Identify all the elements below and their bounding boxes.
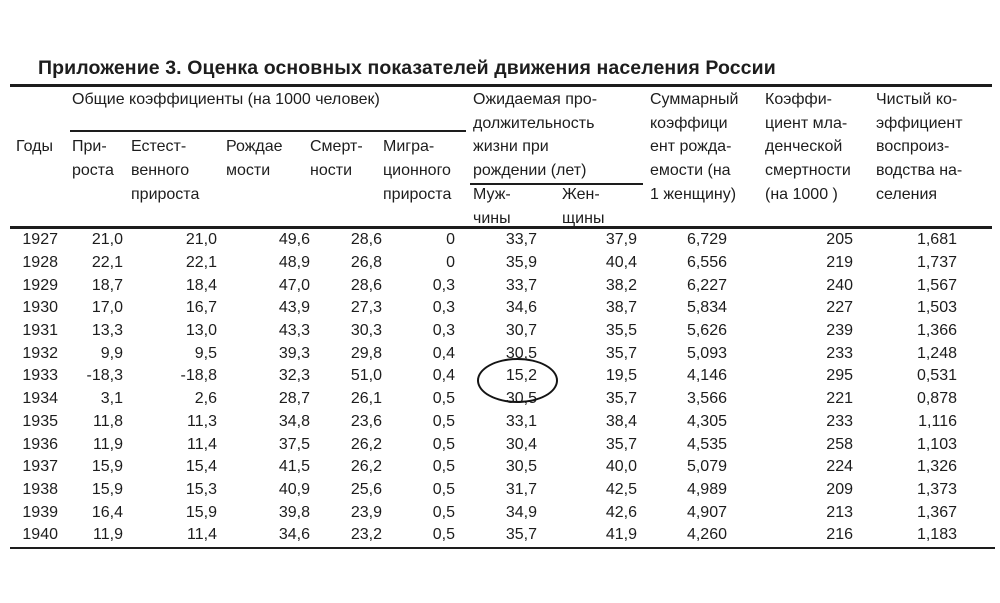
value-cell: 26,8 <box>350 254 382 272</box>
value-cell: 4,535 <box>686 435 727 453</box>
header-line: Смерт- <box>310 138 363 156</box>
value-cell: -18,8 <box>180 367 217 385</box>
value-cell: 4,260 <box>686 526 727 544</box>
value-cell: 41,5 <box>278 458 310 476</box>
value-cell: 43,9 <box>278 299 310 317</box>
value-cell: 23,2 <box>350 526 382 544</box>
value-cell: 4,305 <box>686 412 727 430</box>
header-line: воспроиз- <box>876 138 950 156</box>
column-header-net-reproduction <box>876 88 963 207</box>
value-cell: 0 <box>446 231 455 249</box>
header-line: коэффици <box>650 114 728 132</box>
value-cell: 11,8 <box>93 412 123 430</box>
column-header-infant-mortality <box>765 88 851 207</box>
header-line: Жен- <box>562 185 600 203</box>
value-cell: 0,3 <box>432 322 455 340</box>
value-cell: 1,737 <box>916 254 957 272</box>
year-cell: 1929 <box>22 276 58 294</box>
page-title: Приложение 3. Оценка основных показателей движения населения России <box>38 57 776 79</box>
value-cell: 40,0 <box>605 458 637 476</box>
value-cell: 32,3 <box>278 367 310 385</box>
value-cell: 40,4 <box>605 254 637 272</box>
value-cell: 0 <box>446 254 455 272</box>
value-cell: 1,366 <box>916 322 957 340</box>
value-cell: 1,681 <box>916 231 957 249</box>
value-cell: 239 <box>826 322 853 340</box>
value-cell: 4,989 <box>686 480 727 498</box>
value-cell: 31,7 <box>505 480 537 498</box>
value-cell: 30,5 <box>505 390 537 408</box>
value-cell: 1,248 <box>916 344 957 362</box>
header-line: Естест- <box>131 138 187 156</box>
value-cell: 27,3 <box>350 299 382 317</box>
year-cell: 1932 <box>22 344 58 362</box>
value-cell: 11,9 <box>93 526 123 544</box>
value-cell: 0,3 <box>432 299 455 317</box>
table-row <box>10 252 995 275</box>
column-header-birth-rate <box>226 135 283 182</box>
value-cell: 42,5 <box>605 480 637 498</box>
general-group-underline <box>70 130 466 132</box>
value-cell: 28,6 <box>350 276 382 294</box>
table-row <box>10 433 995 456</box>
value-cell: 38,7 <box>605 299 637 317</box>
header-line: водства на- <box>876 162 963 180</box>
column-header-women <box>562 183 604 230</box>
value-cell: 6,729 <box>686 231 727 249</box>
header-line: рождении (лет) <box>473 162 587 180</box>
value-cell: 22,1 <box>185 254 217 272</box>
header-line: селения <box>876 185 938 203</box>
year-cell: 1939 <box>22 503 58 521</box>
year-cell: 1931 <box>22 322 58 340</box>
value-cell: 209 <box>826 480 853 498</box>
value-cell: 4,146 <box>686 367 727 385</box>
table-row <box>10 342 995 365</box>
value-cell: 48,9 <box>278 254 310 272</box>
value-cell: 35,7 <box>605 435 637 453</box>
value-cell: 38,2 <box>605 276 637 294</box>
value-cell: 47,0 <box>278 276 310 294</box>
header-line: прироста <box>383 185 452 203</box>
value-cell: 37,9 <box>605 231 637 249</box>
value-cell: 41,9 <box>605 526 637 544</box>
value-cell: 0,5 <box>432 412 455 430</box>
column-header-natural-growth <box>131 135 199 206</box>
value-cell: 29,8 <box>350 344 382 362</box>
value-cell: 1,373 <box>916 480 957 498</box>
year-cell: 1930 <box>22 299 58 317</box>
value-cell: 30,4 <box>505 435 537 453</box>
value-cell: 23,6 <box>350 412 382 430</box>
group-header-life-expectancy <box>473 88 597 183</box>
header-line: ности <box>310 162 352 180</box>
value-cell: 30,7 <box>505 322 537 340</box>
value-cell: 213 <box>826 503 853 521</box>
value-cell: 11,9 <box>93 435 123 453</box>
value-cell: 22,1 <box>91 254 123 272</box>
value-cell: 15,9 <box>185 503 217 521</box>
header-line: ент рожда- <box>650 138 732 156</box>
table-row <box>10 501 995 524</box>
value-cell: 295 <box>826 367 853 385</box>
year-cell: 1927 <box>22 231 58 249</box>
value-cell: 221 <box>826 390 853 408</box>
value-cell: 1,326 <box>916 458 957 476</box>
value-cell: 9,5 <box>194 344 217 362</box>
table-row <box>10 297 995 320</box>
value-cell: 0,5 <box>432 503 455 521</box>
value-cell: 49,6 <box>278 231 310 249</box>
value-cell: 15,9 <box>91 458 123 476</box>
value-cell: 11,4 <box>187 435 217 453</box>
value-cell: 38,4 <box>605 412 637 430</box>
value-cell: 240 <box>826 276 853 294</box>
value-cell: 0,5 <box>432 435 455 453</box>
header-line: чины <box>473 209 511 227</box>
header-line: (на 1000 ) <box>765 185 838 203</box>
value-cell: 18,4 <box>185 276 217 294</box>
header-line: щины <box>562 209 605 227</box>
value-cell: 9,9 <box>100 344 123 362</box>
value-cell: 15,4 <box>185 458 217 476</box>
header-line: Рождае <box>226 138 283 156</box>
value-cell: 21,0 <box>91 231 123 249</box>
header-line: Чистый ко- <box>876 91 958 108</box>
table-body <box>10 229 995 547</box>
value-cell: 25,6 <box>350 480 382 498</box>
year-cell: 1934 <box>22 390 58 408</box>
value-cell: 16,4 <box>91 503 123 521</box>
value-cell: 0,5 <box>432 480 455 498</box>
table-row <box>10 456 995 479</box>
year-cell: 1928 <box>22 254 58 272</box>
header-line: Годы <box>16 138 53 156</box>
title-underline <box>10 84 992 87</box>
column-header-total-fertility <box>650 88 738 207</box>
value-cell: 0,4 <box>432 344 455 362</box>
table-bottom-rule <box>10 547 995 549</box>
column-header-years <box>16 135 53 159</box>
year-cell: 1938 <box>22 480 58 498</box>
value-cell: 233 <box>826 344 853 362</box>
column-header-men <box>473 183 511 230</box>
value-cell: 35,7 <box>605 344 637 362</box>
value-cell: 42,6 <box>605 503 637 521</box>
value-cell: 35,5 <box>605 322 637 340</box>
value-cell: 0,5 <box>432 458 455 476</box>
value-cell: 37,5 <box>278 435 310 453</box>
header-line: 1 женщину) <box>650 185 737 203</box>
table-row <box>10 365 995 388</box>
value-cell: 30,3 <box>350 322 382 340</box>
header-line: мости <box>226 162 271 180</box>
table-row <box>10 411 995 434</box>
value-cell: 224 <box>826 458 853 476</box>
header-line: емости (на <box>650 162 731 180</box>
value-cell: 16,7 <box>185 299 217 317</box>
header-line: Коэффи- <box>765 91 832 108</box>
value-cell: 34,9 <box>505 503 537 521</box>
value-cell: 1,567 <box>916 276 957 294</box>
table-row <box>10 229 995 252</box>
header-line: Суммарный <box>650 91 739 108</box>
value-cell: 33,7 <box>505 231 537 249</box>
value-cell: 0,4 <box>432 367 455 385</box>
header-line: Мигра- <box>383 138 435 156</box>
value-cell: 35,7 <box>605 390 637 408</box>
value-cell: 0,5 <box>432 390 455 408</box>
value-cell: 11,3 <box>187 412 217 430</box>
table-row <box>10 388 995 411</box>
value-cell: 13,0 <box>185 322 217 340</box>
value-cell: 2,6 <box>194 390 217 408</box>
value-cell: 227 <box>826 299 853 317</box>
group-header-general-coefficients <box>72 88 380 112</box>
value-cell: 34,8 <box>278 412 310 430</box>
value-cell: 33,7 <box>505 276 537 294</box>
table-row <box>10 479 995 502</box>
value-cell: 39,8 <box>278 503 310 521</box>
value-cell: 258 <box>826 435 853 453</box>
value-cell: 3,566 <box>686 390 727 408</box>
column-header-migration-growth <box>383 135 451 206</box>
header-line: должительность <box>473 114 595 132</box>
value-cell: 21,0 <box>185 231 217 249</box>
header-line: Муж- <box>473 185 511 203</box>
value-cell: 34,6 <box>505 299 537 317</box>
value-cell: -18,3 <box>86 367 123 385</box>
header-line: ционного <box>383 162 451 180</box>
header-line: смертности <box>765 162 851 180</box>
value-cell: 40,9 <box>278 480 310 498</box>
value-cell: 28,6 <box>350 231 382 249</box>
value-cell: 26,2 <box>350 435 382 453</box>
value-cell: 3,1 <box>100 390 123 408</box>
header-line: венного <box>131 162 190 180</box>
value-cell: 15,9 <box>91 480 123 498</box>
value-cell: 11,4 <box>187 526 217 544</box>
column-header-growth <box>72 135 114 182</box>
value-cell: 1,103 <box>916 435 957 453</box>
value-cell: 26,1 <box>350 390 382 408</box>
value-cell: 34,6 <box>278 526 310 544</box>
value-cell: 216 <box>826 526 853 544</box>
year-cell: 1933 <box>22 367 58 385</box>
table-row <box>10 320 995 343</box>
value-cell: 30,5 <box>505 458 537 476</box>
header-line: роста <box>72 162 114 180</box>
value-cell: 13,3 <box>91 322 123 340</box>
value-cell: 19,5 <box>605 367 637 385</box>
value-cell: 4,907 <box>686 503 727 521</box>
value-cell: 1,183 <box>916 526 957 544</box>
header-line: Ожидаемая про- <box>473 91 598 108</box>
value-cell: 33,1 <box>505 412 537 430</box>
value-cell: 6,227 <box>686 276 727 294</box>
value-cell: 0,5 <box>432 526 455 544</box>
value-cell: 35,7 <box>505 526 537 544</box>
value-cell: 0,531 <box>916 367 957 385</box>
table-row <box>10 524 995 547</box>
value-cell: 17,0 <box>91 299 123 317</box>
year-cell: 1936 <box>22 435 58 453</box>
population-indicators-table <box>10 229 995 547</box>
table-row <box>10 274 995 297</box>
value-cell: 26,2 <box>350 458 382 476</box>
value-cell: 219 <box>826 254 853 272</box>
value-cell: 0,878 <box>916 390 957 408</box>
value-cell: 1,367 <box>916 503 957 521</box>
header-line: жизни при <box>473 138 549 156</box>
value-cell: 5,079 <box>686 458 727 476</box>
header-line: эффициент <box>876 114 963 132</box>
value-cell: 51,0 <box>350 367 382 385</box>
value-cell: 15,3 <box>185 480 217 498</box>
column-header-death-rate <box>310 135 363 182</box>
value-cell: 43,3 <box>278 322 310 340</box>
value-cell: 5,093 <box>686 344 727 362</box>
value-cell: 6,556 <box>686 254 727 272</box>
year-cell: 1940 <box>22 526 58 544</box>
header-line: денческой <box>765 138 843 156</box>
value-cell: 28,7 <box>278 390 310 408</box>
value-cell: 30,5 <box>505 344 537 362</box>
value-cell: 205 <box>826 231 853 249</box>
year-cell: 1935 <box>22 412 58 430</box>
value-cell: 1,503 <box>916 299 957 317</box>
value-cell: 23,9 <box>350 503 382 521</box>
header-line: циент мла- <box>765 114 848 132</box>
value-cell: 1,116 <box>918 412 957 430</box>
value-cell: 35,9 <box>505 254 537 272</box>
header-line: прироста <box>131 185 200 203</box>
value-cell: 233 <box>826 412 853 430</box>
header-line: При- <box>72 138 107 156</box>
value-cell: 5,626 <box>686 322 727 340</box>
value-cell: 0,3 <box>432 276 455 294</box>
value-cell: 39,3 <box>278 344 310 362</box>
value-cell: 18,7 <box>91 276 123 294</box>
value-cell: 5,834 <box>686 299 727 317</box>
value-cell: 15,2 <box>505 367 537 385</box>
header-line: Общие коэффициенты (на 1000 человек) <box>72 91 380 108</box>
year-cell: 1937 <box>22 458 58 476</box>
